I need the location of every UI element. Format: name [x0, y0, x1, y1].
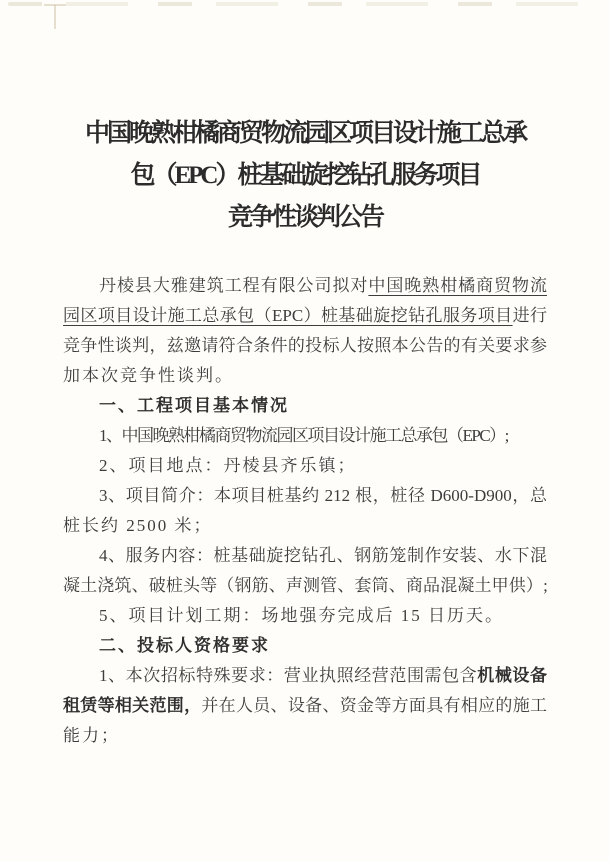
title-line-2: 包（EPC）桩基础旋挖钻孔服务项目	[130, 162, 480, 189]
requirement-text: 并在人员、设备、资金等方面具有相应的施工	[201, 696, 548, 715]
requirement-text: 1、本次招标特殊要求：营业执照经营范围需包含	[99, 666, 478, 685]
scan-artifact-mark	[54, 5, 56, 29]
section1-item-3-line-2: 桩长约 2500 米；	[63, 516, 213, 535]
title-line-1: 中国晚熟柑橘商贸物流园区项目设计施工总承	[84, 120, 525, 147]
section1-item-4-line-2: 凝土浇筑、破桩头等（钢筋、声测管、套筒、商品混凝土甲供）;	[63, 576, 547, 595]
intro-text: 进行	[512, 306, 547, 325]
scan-artifact-mark-bar	[44, 4, 66, 6]
section1-item-2: 2、项目地点：丹棱县齐乐镇；	[99, 456, 357, 475]
project-name-underlined: 园区项目设计施工总承包（EPC）桩基础旋挖钻孔服务项目	[63, 306, 513, 325]
project-name-underlined: 中国晚熟柑橘商贸物流	[368, 276, 547, 295]
section1-heading: 一、工程项目基本情况	[99, 396, 289, 415]
title-line-3: 竞争性谈判公告	[227, 204, 382, 231]
section1-item-5: 5、项目计划工期：场地强夯完成后 15 日历天。	[99, 606, 504, 625]
section2-item-1-line-2	[63, 691, 547, 721]
intro-text: 丹棱县大雅建筑工程有限公司拟对	[99, 276, 369, 295]
intro-line-4: 加本次竞争性谈判。	[63, 366, 234, 385]
requirement-emphasis: 机械设备	[477, 666, 548, 685]
intro-line-1	[63, 271, 547, 301]
document-title	[62, 113, 548, 239]
document-body	[63, 271, 547, 751]
section1-item-1: 1、中国晚熟柑橘商贸物流园区项目设计施工总承包（EPC）;	[99, 426, 508, 445]
section2-item-1-line-1	[63, 661, 547, 691]
section1-item-4-line-1: 4、服务内容：桩基础旋挖钻孔、钢筋笼制作安装、水下混	[99, 546, 547, 565]
section2-heading: 二、投标人资格要求	[99, 636, 270, 655]
scan-artifact-top-edge	[8, 2, 600, 6]
section2-item-1-line-3: 能力；	[63, 726, 120, 745]
section1-item-3-line-1: 3、项目简介：本项目桩基约 212 根，桩径 D600-D900，总	[99, 486, 547, 505]
intro-line-2	[63, 301, 547, 331]
requirement-emphasis: 租赁等相关范围，	[63, 696, 202, 715]
intro-line-3: 竞争性谈判，兹邀请符合条件的投标人按照本公告的有关要求参	[63, 336, 547, 355]
